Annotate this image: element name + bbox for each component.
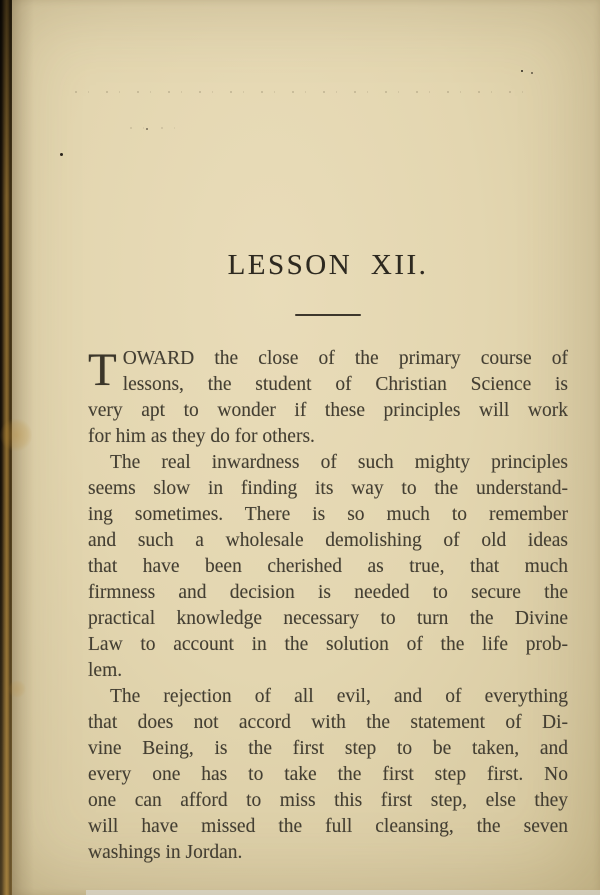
text-line: will have missed the full cleansing, the seven bbox=[88, 816, 568, 837]
paper-stain bbox=[0, 418, 32, 452]
ink-speck bbox=[60, 153, 63, 156]
text-line: that does not accord with the statement of Di- bbox=[88, 712, 568, 733]
text-line: washings in Jordan. bbox=[88, 842, 243, 863]
scan-bottom-edge bbox=[86, 890, 600, 895]
text-line: and such a wholesale demolishing of old ideas bbox=[88, 530, 568, 551]
ink-speck bbox=[521, 70, 523, 72]
paragraph bbox=[88, 346, 568, 450]
heading-rule-wrap bbox=[86, 314, 570, 316]
text-line: Law to account in the solution of the life prob- bbox=[88, 634, 568, 655]
text-line: firmness and decision is needed to secure the bbox=[88, 582, 568, 603]
heading-rule bbox=[295, 314, 361, 316]
chapter-heading: LESSON XII. bbox=[227, 249, 429, 281]
text-line: The rejection of all evil, and of everything bbox=[110, 686, 568, 707]
paper-stain bbox=[8, 680, 26, 698]
show-through-text bbox=[130, 127, 185, 129]
text-line: one can afford to miss this first step, else they bbox=[88, 790, 568, 811]
text-line: The real inwardness of such mighty principles bbox=[110, 452, 568, 473]
text-line: practical knowledge necessary to turn the Divine bbox=[88, 608, 568, 629]
text-line: every one has to take the first step first. No bbox=[88, 764, 568, 785]
text-line: lessons, the student of Christian Science is bbox=[122, 374, 568, 395]
page-text bbox=[88, 346, 568, 866]
text-line: seems slow in finding its way to the understand- bbox=[88, 478, 568, 499]
text-line: that have been cherished as true, that much bbox=[88, 556, 568, 577]
text-line: lem. bbox=[88, 660, 123, 681]
text-line: OWARD the close of the primary course of bbox=[122, 348, 568, 369]
text-line: ing sometimes. There is so much to remember bbox=[88, 504, 568, 525]
paragraph bbox=[88, 450, 568, 684]
text-line: very apt to wonder if these principles will work bbox=[88, 400, 568, 421]
ink-speck bbox=[531, 72, 533, 74]
drop-cap-letter: T bbox=[88, 344, 117, 396]
ink-speck bbox=[146, 128, 148, 130]
paragraph bbox=[88, 684, 568, 866]
text-line: for him as they do for others. bbox=[88, 426, 315, 447]
show-through-text bbox=[75, 91, 540, 93]
text-line: vine Being, is the first step to be taken, and bbox=[88, 738, 568, 759]
